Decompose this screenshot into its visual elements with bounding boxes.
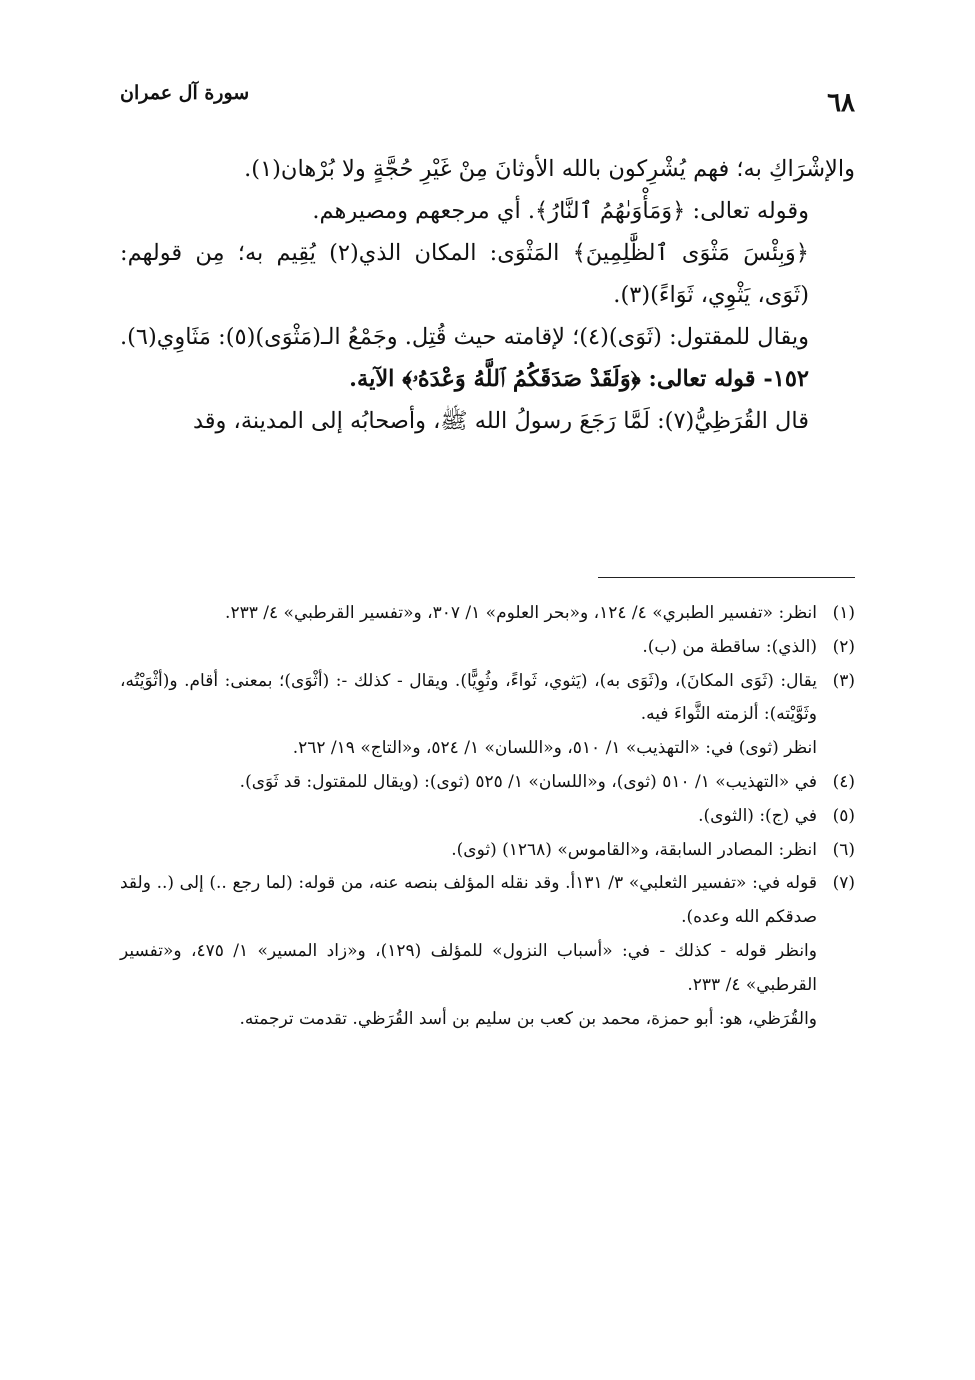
text-paragraph: قال القُرَظِيُّ(٧): لَمَّا رَجَعَ رسولُ الله ﷺ، وأصحابُه إلى المدينة، وقد bbox=[192, 408, 809, 434]
verse-heading: ١٥٢- قوله تعالى: ﴿وَلَقَدْ صَدَقَكُمُ ٱللَّهُ وَعْدَهُۥ﴾ الآية. bbox=[349, 366, 809, 392]
footnote-text: وانظر قوله - كذلك - في: «أسباب النزول» للمؤلف (١٢٩)، و«زاد المسير» ١/ ٤٧٥، و«تفسير القرطبي» ٤/ ٢٣٣. bbox=[120, 940, 817, 995]
footnote-number: (٧) bbox=[832, 873, 855, 894]
text-paragraph: ﴿وَبِئْسَ مَثْوَى ٱلظَّٰلِمِينَ﴾ المَثْوَى: المكان الذي(٢) يُقِيم به؛ مِن قولهم: (ثَوَى، يَثْوِي، ثَوَاءً)(٣). bbox=[120, 240, 809, 308]
main-text bbox=[120, 148, 855, 442]
footnote bbox=[120, 834, 855, 868]
footnote-number: (٦) bbox=[832, 839, 855, 860]
footnote-number: (٣) bbox=[832, 670, 855, 691]
footnote bbox=[120, 597, 855, 631]
text-paragraph: ويقال للمقتول: (ثَوَى)(٤)؛ لإقامته حيث قُتِل. وجَمْعُ الـ(مَثْوَى)(٥): مَثَاوِي(٦). bbox=[119, 324, 809, 350]
footnote-text: في «التهذيب» ١/ ٥١٠ (ثوى)، و«اللسان» ١/ ٥٢٥ (ثوى): (ويقال للمقتول: قد ثَوَى). bbox=[239, 771, 817, 792]
running-title: سورة آل عمران bbox=[120, 82, 250, 104]
text-paragraph: وقوله تعالى: ﴿وَمَأْوَىٰهُمُ ٱلنَّارُ﴾. أي مرجعهم ومصيرهم. bbox=[312, 198, 809, 224]
footnote bbox=[120, 631, 855, 665]
footnote-number: (٥) bbox=[832, 805, 855, 826]
footnote-text: في (ج): (الثوى). bbox=[698, 805, 817, 826]
footnote bbox=[120, 665, 855, 766]
footnote bbox=[120, 867, 855, 1036]
footnote bbox=[120, 766, 855, 800]
footnote-text: انظر: «تفسير الطبري» ٤/ ١٢٤، و«بحر العلوم» ١/ ٣٠٧، و«تفسير القرطبي» ٤/ ٢٣٣. bbox=[225, 603, 817, 623]
footnote-number: (٢) bbox=[832, 636, 855, 657]
footnote-separator bbox=[598, 577, 855, 578]
footnote bbox=[120, 800, 855, 834]
page-header bbox=[120, 82, 855, 122]
footnote-text: انظر (ثوى) في: «التهذيب» ١/ ٥١٠، و«اللسان» ١/ ٥٢٤، و«التاج» ١٩/ ٢٦٢. bbox=[292, 738, 817, 759]
text-paragraph: والإشْرَاكِ به؛ فهم يُشْرِكون بالله الأوثانَ مِنْ غَيْرِ حُجَّةٍ ولا بُرْهان(١). bbox=[244, 156, 855, 182]
footnote-text: يقال: (ثَوَى المكانَ)، و(ثَوَى به)، (يَثوي، ثَواءً، وثُوِيًّا). ويقال - كذلك -: (أثْوَى)؛ بمعنى: أقام. و(أثْوَيْتُه، وثَوَّيْته): ألزمته الثَّواءَ فيه. bbox=[120, 670, 817, 725]
footnote-text: قوله في: «تفسير الثعلبي» ٣/ ١٣١أ. وقد نقله المؤلف بنصه عنه، من قوله: (لما رجع ..) إلى (.. ولقد صدقكم الله وعده). bbox=[120, 873, 817, 928]
footnote-number: (٤) bbox=[832, 771, 855, 792]
footnote-text: والقُرَظي، هو: أبو حمزة، محمد بن كعب بن سليم بن أسد القُرَظي. تقدمت ترجمته. bbox=[239, 1008, 817, 1029]
page-number: ٦٨ bbox=[827, 88, 855, 118]
footnote-number: (١) bbox=[832, 603, 855, 623]
footnote-text: (الذي): ساقطة من (ب). bbox=[642, 636, 817, 657]
footnote-text: انظر: المصادر السابقة، و«القاموس» (١٢٦٨) (ثوى). bbox=[451, 839, 817, 860]
footnotes bbox=[120, 597, 855, 1036]
